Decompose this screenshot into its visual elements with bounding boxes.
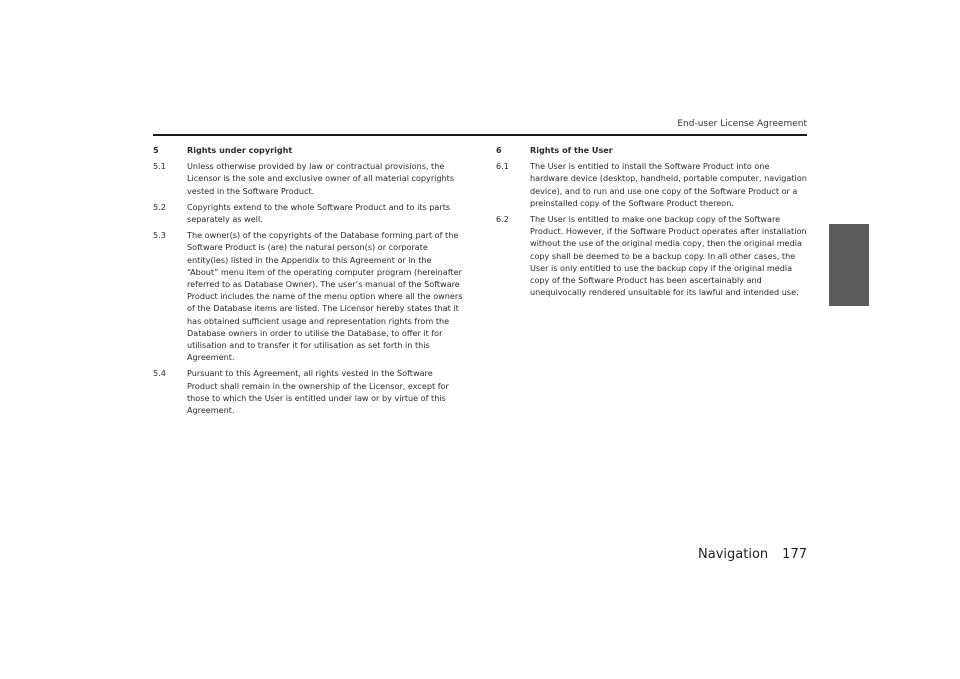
page-footer bbox=[698, 547, 807, 562]
clause-number: 5.4 bbox=[153, 368, 166, 379]
section-number: 5 bbox=[153, 145, 159, 155]
page-number: 177 bbox=[782, 547, 807, 562]
clause-text: Pursuant to this Agreement, all rights vested in the Software Product shall remain in the ownership of the Licensor, except for those to which the User is entitled under law or by virtue of this Agreement. bbox=[187, 368, 449, 416]
clause-text: The User is entitled to install the Software Product into one hardware device (desktop, handheld, portable computer, navigation device), and to run and use one copy of the Software Product or a preinstalled copy of the Software Product thereon. bbox=[530, 161, 807, 208]
clause bbox=[496, 213, 808, 298]
clause bbox=[496, 160, 808, 209]
clause bbox=[153, 229, 465, 363]
clause-text: The owner(s) of the copyrights of the Database forming part of the Software Product is (are) the natural person(s) or corporate entity(ies) listed in the Appendix to this Agreement or in the “About” menu item of the operating computer program (hereinafter referred to as Database Owner). The user’s manual of the Software Product includes the name of the menu option where all the owners of the Database items are listed. The Licensor hereby states that it has obtained sufficient usage and representation rights from the Database owners in order to utilise the Database, to offer it for utilisation and to transfer it for utilisation as set forth in this Agreement. bbox=[187, 230, 463, 363]
section-title: Rights of the User bbox=[530, 145, 613, 155]
clause-text: Copyrights extend to the whole Software Product and to its parts separately as well. bbox=[187, 201, 451, 225]
clause bbox=[153, 201, 465, 225]
left-column bbox=[153, 144, 465, 420]
header-rule bbox=[153, 134, 807, 136]
section-number: 6 bbox=[496, 145, 502, 155]
running-header: End-user License Agreement bbox=[677, 119, 807, 129]
chapter-tab bbox=[829, 224, 869, 306]
section-heading bbox=[496, 144, 808, 156]
clause bbox=[153, 160, 465, 197]
right-column bbox=[496, 144, 808, 302]
chapter-name: Navigation bbox=[698, 547, 769, 562]
clause-text: The User is entitled to make one backup copy of the Software Product. However, if the Software Product operates after installation without the use of the original media copy, then the original media copy shall be deemed to be a backup copy. In all other cases, the User is only entitled to use the backup copy if the original media copy of the Software Product has been ascertainably and unequivocally rendered unsuitable for its lawful and intended use. bbox=[530, 214, 807, 298]
clause-number: 5.2 bbox=[153, 201, 166, 212]
section-heading bbox=[153, 144, 465, 156]
clause bbox=[153, 367, 465, 416]
clause-number: 6.2 bbox=[496, 214, 509, 225]
section-title: Rights under copyright bbox=[187, 145, 293, 155]
clause-text: Unless otherwise provided by law or contractual provisions, the Licensor is the sole and exclusive owner of all material copyrights vested in the Software Product. bbox=[187, 161, 455, 196]
clause-number: 5.3 bbox=[153, 230, 166, 241]
clause-number: 6.1 bbox=[496, 161, 509, 172]
clause-number: 5.1 bbox=[153, 161, 166, 172]
